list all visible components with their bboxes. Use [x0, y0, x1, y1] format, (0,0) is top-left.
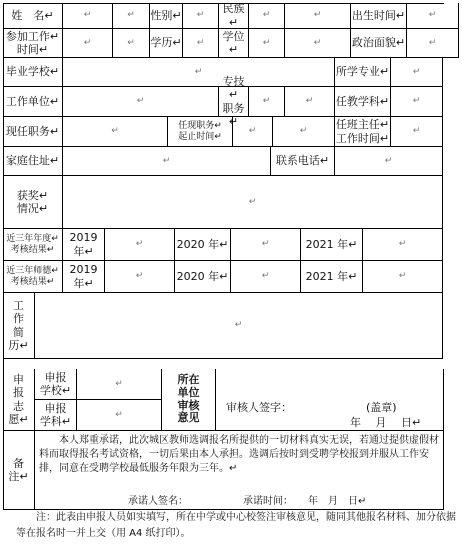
form-label-r1c3: 学历↵	[150, 29, 183, 58]
form-field-r2c3[interactable]	[391, 58, 443, 87]
paragraph-mark: ↵	[234, 320, 243, 331]
form-field-r1c6[interactable]	[249, 29, 285, 58]
paragraph-mark: ↵	[261, 271, 270, 282]
form-field-r3c6[interactable]	[391, 87, 443, 117]
form-label-r7c5: 2021 年↵	[301, 229, 363, 261]
paragraph-mark: ↵	[412, 126, 421, 137]
form-field-r4c3[interactable]	[233, 117, 273, 147]
paragraph-mark: ↵	[136, 96, 145, 107]
form-field-r0c7[interactable]	[285, 3, 351, 29]
paragraph-mark: ↵	[83, 10, 92, 21]
paragraph-mark: ↵	[398, 239, 407, 250]
remarks-side-label: 备 注↵	[3, 431, 35, 510]
form-field-r0c6[interactable]	[249, 3, 285, 29]
form-field-r4c6[interactable]	[391, 117, 443, 147]
form-label-r8c1: 2019 年↵	[63, 261, 105, 293]
form-label-r1c0: 参加工作↵ 时间↵	[3, 29, 63, 58]
form-field-r8c6[interactable]	[363, 261, 443, 293]
seal-label: (盖章)	[366, 401, 397, 414]
review-date: 年 月 日↵	[350, 416, 422, 429]
pledge-signature-line: 承诺人签名： 承诺时间： 年 月 日↵	[128, 496, 367, 507]
unit-review-label: 所在 单位 审核 意见	[162, 369, 216, 431]
paragraph-mark: ↵	[196, 10, 205, 21]
form-label-r7c3: 2020 年↵	[175, 229, 231, 261]
form-label-r0c8: 出生时间↵	[351, 3, 407, 29]
form-field-r2c1[interactable]	[63, 58, 335, 87]
apply-side-label: 申 报 志 愿↵	[3, 369, 35, 431]
form-field-r7c2[interactable]	[105, 229, 175, 261]
form-field-r3c4[interactable]	[285, 87, 335, 117]
paragraph-mark: ↵	[248, 126, 257, 137]
paragraph-mark: ↵	[111, 126, 119, 137]
form-field-r1c1[interactable]	[63, 29, 113, 58]
paragraph-mark: ↵	[262, 10, 271, 21]
form-field-r0c4[interactable]	[183, 3, 219, 29]
apply-school-value[interactable]: ↵	[77, 369, 162, 400]
paragraph-mark: ↵	[127, 37, 135, 48]
form-label-r4c5: 任班主任↵ 工作时间↵	[335, 117, 391, 147]
apply-subject-label: 申报 学科↵	[35, 400, 77, 431]
form-label-r4c2: 任现职务↵ 起止时间↵	[168, 117, 233, 147]
form-label-r1c5: 学位↵	[219, 29, 249, 58]
form-label-r2c2: 所学专业↵	[335, 58, 391, 87]
form-label-r3c5: 任教学科↵	[335, 87, 391, 117]
form-field-r1c4[interactable]	[183, 29, 219, 58]
paragraph-mark: ↵	[412, 96, 421, 107]
paragraph-mark: ↵	[299, 126, 308, 137]
form-label-r4c0: 现任职务↵	[3, 117, 63, 147]
form-label-r0c0: 姓 名↵	[3, 3, 63, 29]
paragraph-mark: ↵	[83, 37, 92, 48]
reviewer-signature-label: 审核人签字：	[226, 401, 292, 414]
form-label-r7c1: 2019 年↵	[63, 229, 105, 261]
form-field-r4c4[interactable]	[273, 117, 335, 147]
form-label-r2c0: 毕业学校↵	[3, 58, 63, 87]
form-label-r1c8: 政治面貌↵	[351, 29, 407, 58]
form-label-r7c0: 近三年年度↵ 考核结果↵	[3, 229, 63, 261]
form-field-r0c1[interactable]	[63, 3, 113, 29]
form-label-r8c3: 2020 年↵	[175, 261, 231, 293]
form-label-r3c0: 工作单位↵	[3, 87, 63, 117]
form-label-r6c0: 获奖↵ 情况↵	[3, 176, 63, 229]
form-label-r8c0: 近三年师德↵ 考核结果↵	[3, 261, 63, 293]
form-field-r0c2[interactable]	[113, 3, 150, 29]
form-field-r3c1[interactable]	[63, 87, 219, 117]
paragraph-mark: ↵	[384, 155, 393, 166]
form-field-r1c7[interactable]	[285, 29, 351, 58]
form-label-r3c2: 专技↵ 职务↵	[219, 87, 249, 117]
form-label-r0c5: 民族↵	[219, 3, 249, 29]
form-field-r7c6[interactable]	[363, 229, 443, 261]
form-field-r8c2[interactable]	[105, 261, 175, 293]
form-label-r8c5: 2021 年↵	[301, 261, 363, 293]
apply-school-label: 申报 学校↵	[35, 369, 77, 400]
form-field-r0c9[interactable]	[407, 3, 459, 29]
paragraph-mark: ↵	[428, 10, 437, 21]
paragraph-mark: ↵	[162, 155, 171, 166]
pledge-text: 本人郑重承诺，此次城区教师选调报名所提供的一切材料真实无误，若通过提供虚假材料而取得报名考试资格，一切后果由本人承担。选调后按时到受聘学校报到并服从工作安排，同意在受聘学校最低服务年限为三年。↵	[35, 431, 444, 510]
paragraph-mark: ↵	[261, 239, 270, 250]
paragraph-mark: ↵	[313, 10, 322, 21]
form-label-r5c2: 联系电话↵	[271, 147, 335, 176]
form-label-r9c0: 工 作 简 历↵	[3, 293, 35, 359]
form-field-r1c9[interactable]	[407, 29, 459, 58]
paragraph-mark: ↵	[412, 66, 421, 77]
form-field-r3c3[interactable]	[249, 87, 285, 117]
form-field-r6c1[interactable]	[63, 176, 443, 229]
paragraph-mark: ↵	[398, 271, 407, 282]
paragraph-mark: ↵	[262, 96, 271, 107]
form-label-r0c3: 性别↵	[150, 3, 183, 29]
form-field-r7c4[interactable]	[231, 229, 301, 261]
form-field-r4c1[interactable]	[63, 117, 168, 147]
form-field-r8c4[interactable]	[231, 261, 301, 293]
paragraph-mark: ↵	[127, 10, 135, 21]
footer-note: 注：此表由申报人员如实填写，所在中学或中心校签注审核意见，随同其他报名材料、加分依据等在报名时一并上交（用 A4 纸打印）。	[16, 512, 456, 539]
paragraph-mark: ↵	[262, 37, 271, 48]
apply-subject-value[interactable]: ↵	[77, 400, 162, 431]
paragraph-mark: ↵	[248, 196, 257, 207]
paragraph-mark: ↵	[135, 271, 144, 282]
form-field-r9c1[interactable]	[35, 293, 443, 359]
paragraph-mark: ↵	[196, 37, 205, 48]
form-field-r5c1[interactable]	[63, 147, 271, 176]
paragraph-mark: ↵	[428, 37, 437, 48]
paragraph-mark: ↵	[313, 37, 322, 48]
form-field-r1c2[interactable]	[113, 29, 150, 58]
paragraph-mark: ↵	[305, 96, 314, 107]
paragraph-mark: ↵	[194, 66, 203, 77]
form-label-r5c0: 家庭住址↵	[3, 147, 63, 176]
form-field-r5c3[interactable]	[335, 147, 443, 176]
paragraph-mark: ↵	[135, 239, 144, 250]
